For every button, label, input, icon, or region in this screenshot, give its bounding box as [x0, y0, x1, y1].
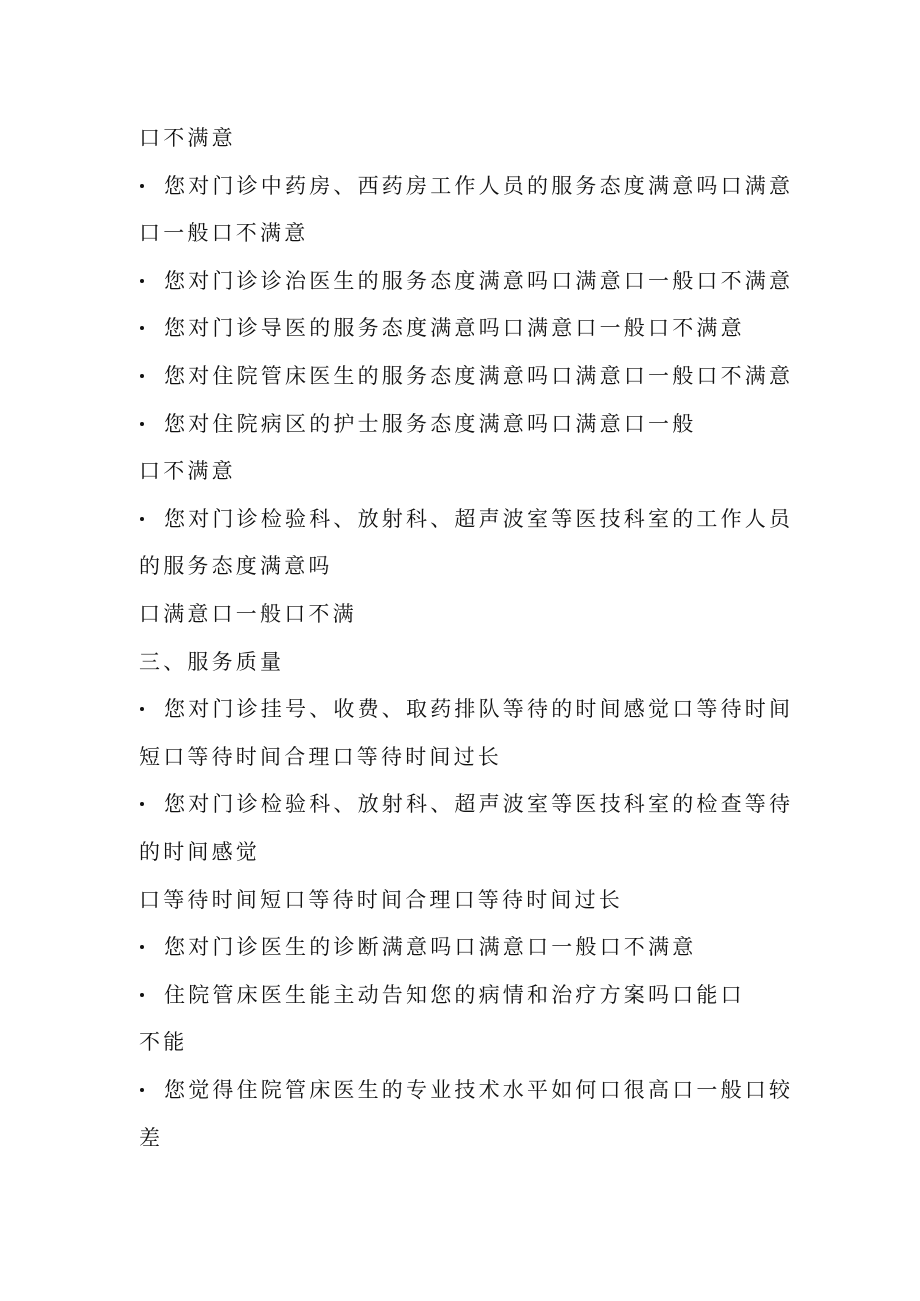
survey-text-line: 差: [139, 1126, 164, 1150]
survey-question-line: 您觉得住院管床医生的专业技术水平如何口很高口一般口较: [164, 1078, 794, 1102]
survey-question-line: 住院管床医生能主动告知您的病情和治疗方案吗口能口: [164, 983, 745, 1007]
survey-text-line: 口等待时间短口等待时间合理口等待时间过长: [139, 888, 623, 912]
bullet-dot-icon: [139, 170, 147, 202]
survey-question-line: 您对住院管床医生的服务态度满意吗口满意口一般口不满意: [164, 364, 794, 388]
bullet-dot-icon: [139, 408, 147, 440]
survey-question-line: 您对住院病区的护士服务态度满意吗口满意口一般: [164, 412, 697, 436]
survey-question-line: 您对门诊中药房、西药房工作人员的服务态度满意吗口满意: [164, 174, 794, 198]
survey-question-line: 您对门诊导医的服务态度满意吗口满意口一般口不满意: [164, 316, 745, 340]
bullet-dot-icon: [139, 788, 147, 820]
survey-text-line: 口不满意: [139, 126, 236, 150]
bullet-dot-icon: [139, 931, 147, 963]
survey-text-line: 口一般口不满意: [139, 221, 309, 245]
survey-text-line: 短口等待时间合理口等待时间过长: [139, 745, 502, 769]
survey-text-line: 的服务态度满意吗: [139, 554, 333, 578]
bullet-dot-icon: [139, 979, 147, 1011]
bullet-dot-icon: [139, 360, 147, 392]
survey-question-line: 您对门诊诊治医生的服务态度满意吗口满意口一般口不满意: [164, 269, 794, 293]
survey-question-line: 您对门诊检验科、放射科、超声波室等医技科室的工作人员: [164, 507, 794, 531]
survey-text-line: 口不满意: [139, 459, 236, 483]
survey-question-line: 您对门诊医生的诊断满意吗口满意口一般口不满意: [164, 935, 697, 959]
bullet-dot-icon: [139, 693, 147, 725]
survey-question-line: 您对门诊检验科、放射科、超声波室等医技科室的检查等待: [164, 792, 794, 816]
survey-text-line: 口满意口一般口不满: [139, 602, 357, 626]
bullet-dot-icon: [139, 312, 147, 344]
survey-text-line: 三、服务质量: [139, 650, 285, 674]
bullet-dot-icon: [139, 1074, 147, 1106]
bullet-dot-icon: [139, 503, 147, 535]
survey-text-line: 的时间感觉: [139, 840, 260, 864]
survey-question-line: 您对门诊挂号、收费、取药排队等待的时间感觉口等待时间: [164, 697, 794, 721]
bullet-dot-icon: [139, 265, 147, 297]
survey-text-line: 不能: [139, 1030, 188, 1054]
